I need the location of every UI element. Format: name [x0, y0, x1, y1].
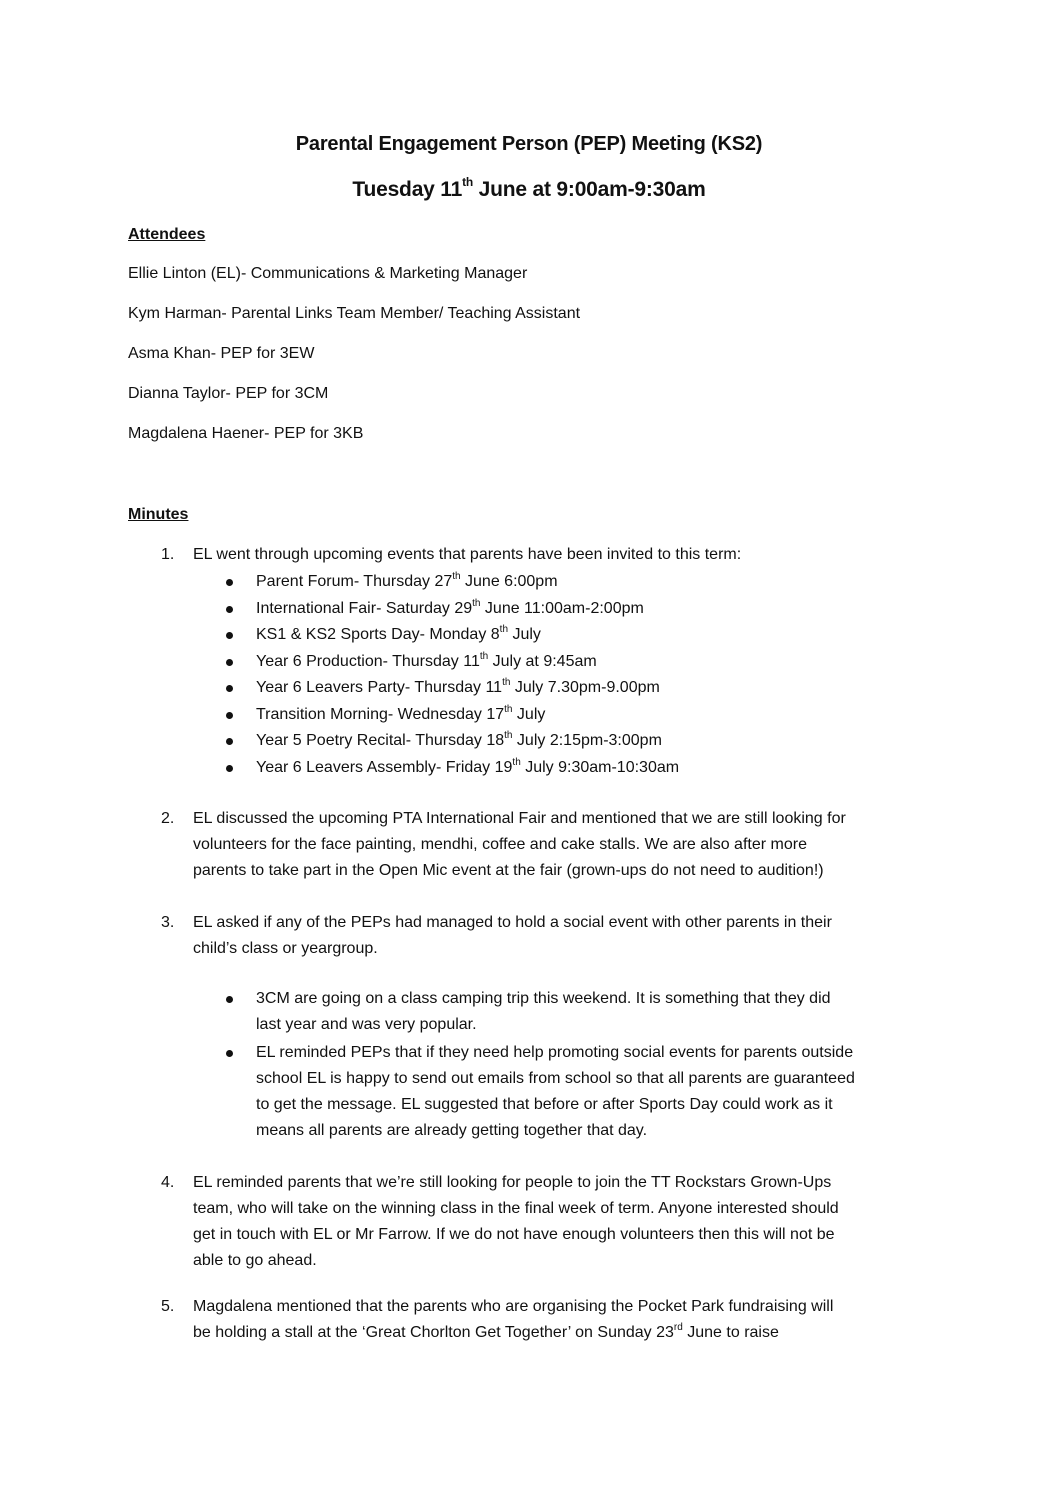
event-text: Year 5 Poetry Recital- Thursday 18th July 2:15pm-3:00pm	[256, 729, 662, 749]
minute-number: 1.	[161, 546, 175, 563]
bullet-icon	[226, 765, 233, 772]
meeting-date	[0, 175, 1058, 202]
text-line: get in touch with EL or Mr Farrow. If we do not have enough volunteers then this will not be	[193, 1226, 835, 1243]
attendee-item: Magdalena Haener- PEP for 3KB	[128, 425, 364, 442]
event-text: Year 6 Leavers Assembly- Friday 19th July 9:30am-10:30am	[256, 756, 680, 776]
text-line: able to go ahead.	[193, 1252, 317, 1269]
text-line: child’s class or yeargroup.	[193, 940, 378, 957]
event-text: Transition Morning- Wednesday 17th July	[256, 703, 546, 723]
attendee-item: Dianna Taylor- PEP for 3CM	[128, 385, 329, 402]
minute-number: 3.	[161, 914, 175, 931]
meeting-date-part-b: June at 9:00am-9:30am	[473, 178, 706, 201]
text-line: Magdalena mentioned that the parents who are organising the Pocket Park fundraising will	[193, 1298, 834, 1315]
text-line: parents to take part in the Open Mic event at the fair (grown-ups do not need to audition!)	[193, 862, 824, 879]
bullet-icon	[226, 996, 233, 1003]
attendee-item: Kym Harman- Parental Links Team Member/ Teaching Assistant	[128, 305, 581, 322]
document-title: Parental Engagement Person (PEP) Meeting (KS2)	[295, 133, 763, 155]
bullet-icon	[226, 1050, 233, 1057]
bullet-icon	[226, 606, 233, 613]
attendees-heading: Attendees	[128, 226, 206, 243]
text-line: EL reminded parents that we’re still looking for people to join the TT Rockstars Grown-Ups	[193, 1174, 832, 1191]
event-text: Year 6 Leavers Party- Thursday 11th July 7.30pm-9.00pm	[256, 676, 660, 696]
text-line: EL went through upcoming events that parents have been invited to this term:	[193, 546, 742, 563]
minutes-heading: Minutes	[128, 506, 189, 523]
bullet-icon	[226, 632, 233, 639]
note-text: 3CM are going on a class camping trip this weekend. It is something that they did last year and was very popular.	[256, 990, 831, 1033]
minute-number: 5.	[161, 1298, 175, 1315]
text-line: EL asked if any of the PEPs had managed to hold a social event with other parents in their	[193, 914, 832, 931]
attendee-item: Asma Khan- PEP for 3EW	[128, 345, 315, 362]
event-text: International Fair- Saturday 29th June 11:00am-2:00pm	[256, 597, 644, 617]
attendee-item: Ellie Linton (EL)- Communications & Marketing Manager	[128, 265, 528, 282]
meeting-date-ordinal: th	[462, 175, 474, 189]
note-text: EL reminded PEPs that if they need help promoting social events for parents outside school EL is happy to send out emails from school so that all parents are guaranteed to get the message. EL suggested that before or after Sports Day could work as it means all parents are already getting together that day.	[256, 1044, 855, 1139]
minute-number: 2.	[161, 810, 175, 827]
text-line: volunteers for the face painting, mendhi, coffee and cake stalls. We are also after more	[193, 836, 807, 853]
minute-item-1-text	[193, 542, 933, 568]
bullet-icon	[226, 738, 233, 745]
minute-item-2-text	[193, 806, 933, 884]
minute-number: 4.	[161, 1174, 175, 1191]
bullet-icon	[226, 659, 233, 666]
minute-item-5-text	[193, 1294, 933, 1346]
minute-item-4-text	[193, 1170, 933, 1274]
text-line: team, who will take on the winning class in the final week of term. Anyone interested should	[193, 1200, 839, 1217]
event-text: Parent Forum- Thursday 27th June 6:00pm	[256, 570, 558, 590]
bullet-icon	[226, 685, 233, 692]
event-text: KS1 & KS2 Sports Day- Monday 8th July	[256, 623, 541, 643]
event-text: Year 6 Production- Thursday 11th July at 9:45am	[256, 650, 597, 670]
bullet-icon	[226, 579, 233, 586]
bullet-icon	[226, 712, 233, 719]
text-line: EL discussed the upcoming PTA International Fair and mentioned that we are still looking for	[193, 810, 846, 827]
text-line: be holding a stall at the ‘Great Chorlton Get Together’ on Sunday 23rd June to raise	[193, 1321, 779, 1341]
minute-item-3-text	[193, 910, 933, 962]
meeting-date-part-a: Tuesday 11	[352, 178, 463, 201]
